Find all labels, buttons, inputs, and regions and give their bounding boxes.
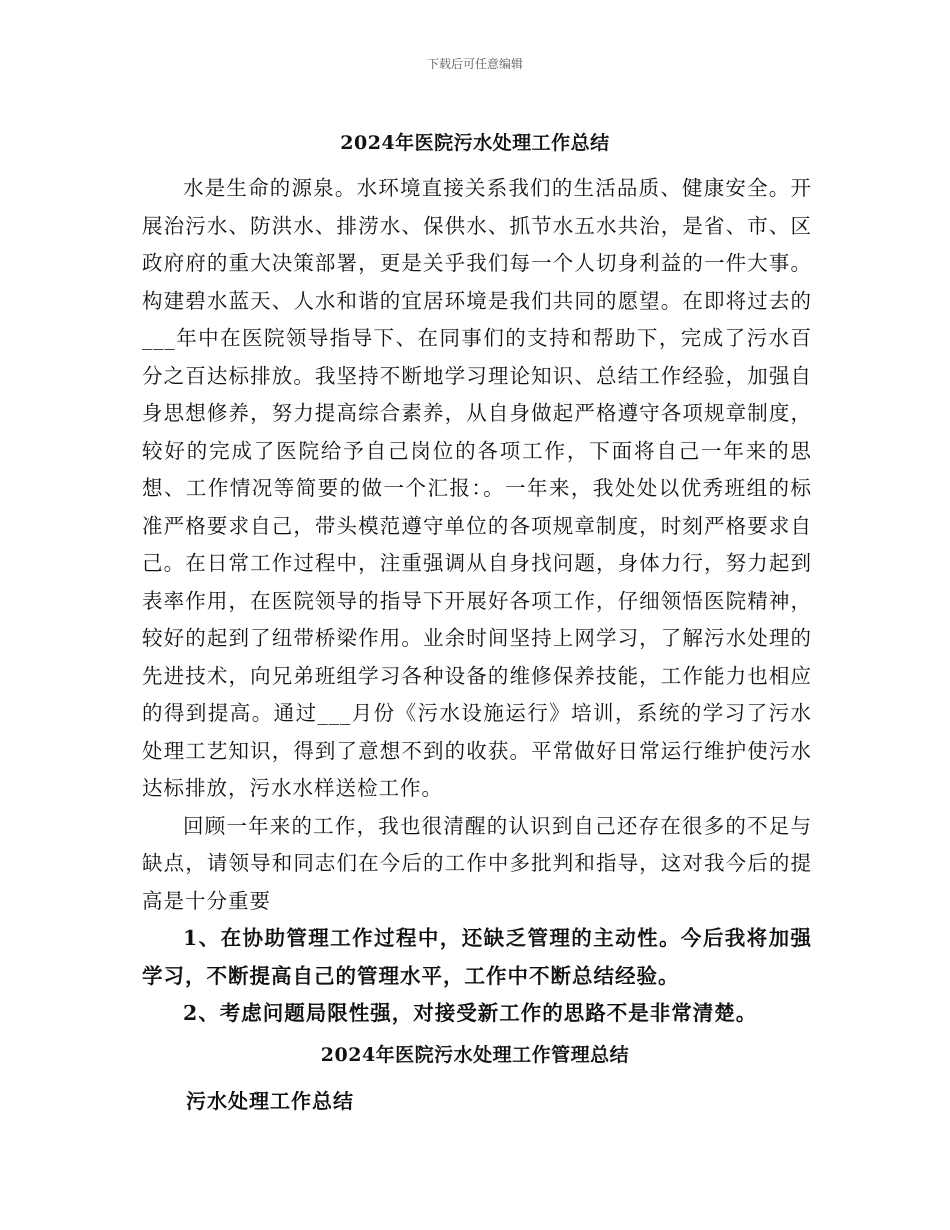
paragraph-intro: 水是生命的源泉。水环境直接关系我们的生活品质、健康安全。开展治污水、防洪水、排涝水、保供水、抓节水五水共治，是省、市、区政府府的重大决策部署，更是关乎我们每一个人切身利益的一件大事。构建碧水蓝天、人水和谐的宜居环境是我们共同的愿望。在即将过去的___年中在医院领导指导下、在同事们的支持和帮助下，完成了污水百分之百达标排放。我坚持不断地学习理论知识、总结工作经验，加强自身思想修养，努力提高综合素养，从自身做起严格遵守各项规章制度，较好的完成了医院给予自己岗位的各项工作，下面将自己一年来的思想、工作情况等简要的做一个汇报：。一年来，我处处以优秀班组的标准严格要求自己，带头模范遵守单位的各项规章制度，时刻严格要求自己。在日常工作过程中，注重强调从自身找问题，身体力行，努力起到表率作用，在医院领导的指导下开展好各项工作，仔细领悟医院精神，较好的起到了纽带桥梁作用。业余时间坚持上网学习，了解污水处理的先进技术，向兄弟班组学习各种设备的维修保养技能，工作能力也相应的得到提高。通过___月份《污水设施运行》培训，系统的学习了污水处理工艺知识，得到了意想不到的收获。平常做好日常运行维护使污水达标排放，污水水样送检工作。 <box>142 176 812 800</box>
paragraph-review: 回顾一年来的工作，我也很清醒的认识到自己还存在很多的不足与缺点，请领导和同志们在今后的工作中多批判和指导，这对我今后的提高是十分重要 <box>142 813 812 913</box>
header-note: 下载后可任意编辑 <box>426 57 523 71</box>
paragraph-point-2: 2、考虑问题局限性强，对接受新工作的思路不是非常清楚。 <box>183 1001 758 1025</box>
paragraph-point-1: 1、在协助管理工作过程中，还缺乏管理的主动性。今后我将加强学习，不断提高自己的管理水平，工作中不断总结经验。 <box>142 926 812 988</box>
document-subtitle: 2024年医院污水处理工作管理总结 <box>320 1044 630 1066</box>
section-heading: 污水处理工作总结 <box>186 1089 354 1113</box>
document-title: 2024年医院污水处理工作总结 <box>340 132 610 154</box>
document-body <box>142 170 812 1033</box>
